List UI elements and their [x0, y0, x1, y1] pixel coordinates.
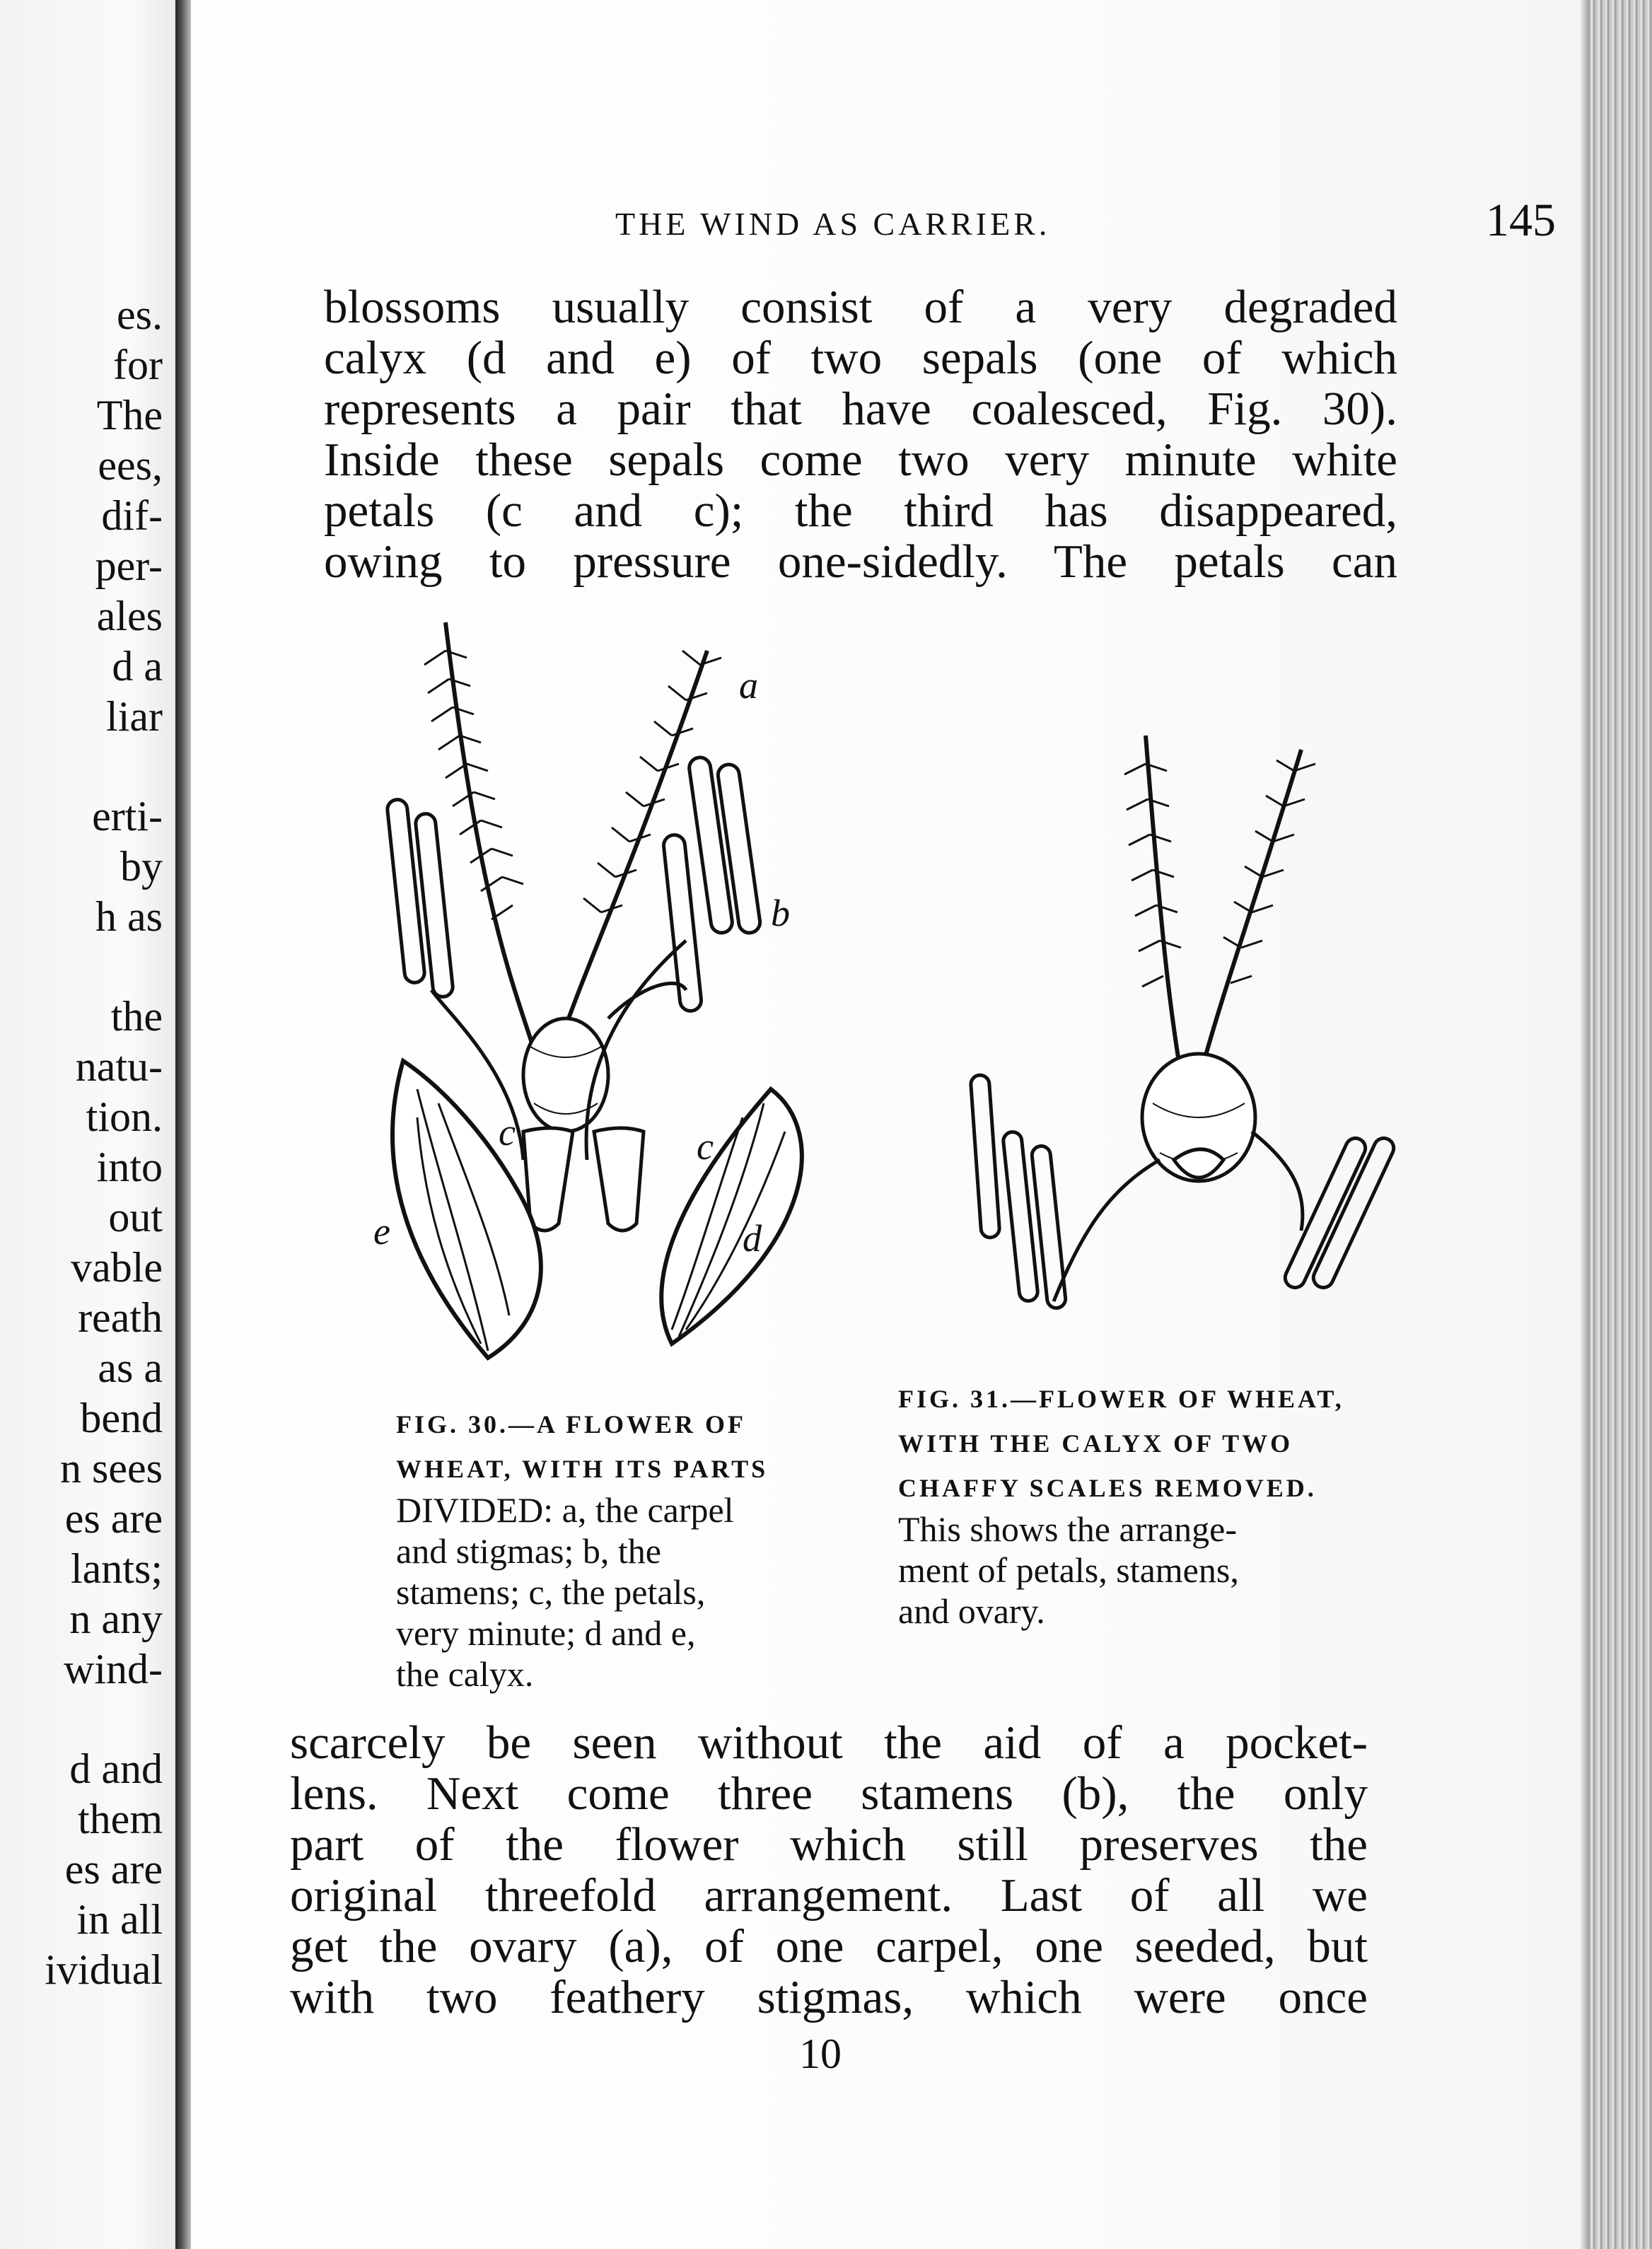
left-page-line: by	[120, 843, 163, 890]
body-paragraph-bottom	[290, 1717, 1368, 2023]
left-page-line: liar	[106, 693, 163, 740]
caption-line: the calyx.	[396, 1654, 534, 1694]
running-head	[615, 194, 1563, 269]
caption-line: WHEAT, WITH ITS PARTS	[396, 1455, 769, 1483]
left-page-line: es are	[64, 1846, 163, 1893]
figure-31-wheat-flower-without-calyx	[969, 736, 1450, 1344]
text-line: original threefold arrangement. Last of all we	[290, 1869, 1368, 1922]
left-page-line: out	[108, 1194, 163, 1240]
page-edge-shadow	[1580, 0, 1590, 2249]
left-page-line: natu-	[75, 1043, 163, 1090]
left-page-line: in all	[76, 1896, 163, 1943]
page-edges	[1590, 0, 1652, 2249]
left-page-line: tion.	[86, 1093, 163, 1140]
wheat-flower-illustration	[969, 736, 1450, 1344]
figure-31-caption	[898, 1375, 1379, 1632]
text-line: with two feathery stigmas, which were once	[290, 1971, 1368, 2023]
label-e: e	[373, 1210, 390, 1253]
label-c-right: c	[697, 1125, 714, 1168]
left-page-line: the	[110, 993, 163, 1040]
left-page-line: them	[78, 1796, 163, 1842]
left-page-line: d and	[69, 1745, 163, 1792]
text-line: blossoms usually consist of a very degraded	[324, 281, 1397, 333]
label-b: b	[771, 892, 790, 934]
label-d: d	[743, 1217, 762, 1260]
caption-line: DIVIDED: a, the carpel	[396, 1490, 734, 1530]
caption-line: CHAFFY SCALES REMOVED.	[898, 1474, 1317, 1502]
left-page-line: lants;	[71, 1545, 163, 1592]
caption-line: very minute; d and e,	[396, 1613, 696, 1653]
left-page-text	[0, 290, 163, 1995]
left-page-line: es.	[117, 291, 163, 338]
left-page-line: n any	[69, 1596, 163, 1642]
wheat-flower-parts-illustration	[375, 622, 1054, 1372]
left-page-line	[0, 1695, 163, 1744]
left-page-line: bend	[80, 1395, 163, 1441]
caption-line: and ovary.	[898, 1591, 1045, 1631]
left-page-line: erti-	[92, 793, 163, 839]
text-line: calyx (d and e) of two sepals (one of which	[324, 332, 1397, 384]
left-page	[0, 0, 182, 2249]
left-page-line: The	[96, 392, 163, 438]
caption-line: and stigmas; b, the	[396, 1531, 661, 1571]
caption-line: FIG. 30.—A FLOWER OF	[396, 1410, 747, 1439]
caption-line: ment of petals, stamens,	[898, 1550, 1239, 1590]
text-line: owing to pressure one-sidedly. The petals can	[324, 535, 1397, 588]
caption-line: This shows the arrange-	[898, 1509, 1238, 1549]
left-page-line: per-	[95, 542, 163, 589]
left-page-line	[0, 742, 163, 791]
left-page-line: n sees	[60, 1445, 163, 1492]
left-page-line: ividual	[45, 1946, 163, 1993]
signature-mark: 10	[799, 2030, 842, 2077]
figure-30-wheat-flower-parts	[375, 622, 1054, 1372]
text-line: lens. Next come three stamens (b), the only	[290, 1767, 1368, 1820]
left-page-line: es are	[64, 1495, 163, 1542]
left-page-line: for	[113, 342, 163, 388]
label-c-left: c	[499, 1111, 516, 1153]
left-page-line: ales	[96, 593, 163, 639]
caption-line: stamens; c, the petals,	[396, 1572, 706, 1612]
page-number: 145	[1486, 194, 1556, 246]
running-title: THE WIND AS CARRIER.	[615, 206, 1051, 242]
text-line: get the ovary (a), of one carpel, one seeded, but	[290, 1920, 1368, 1972]
book-gutter	[175, 0, 191, 2249]
body-paragraph-top	[324, 281, 1397, 587]
right-page	[191, 0, 1580, 2249]
left-page-line: ees,	[98, 442, 163, 489]
left-page-line: dif-	[101, 492, 163, 539]
left-page-line: d a	[112, 643, 163, 690]
caption-line: FIG. 31.—FLOWER OF WHEAT,	[898, 1385, 1344, 1413]
text-line: scarcely be seen without the aid of a pocket-	[290, 1716, 1368, 1769]
left-page-line	[0, 942, 163, 992]
text-line: part of the flower which still preserves the	[290, 1818, 1368, 1871]
left-page-line: into	[96, 1144, 163, 1190]
left-page-line: vable	[71, 1244, 163, 1291]
text-line: represents a pair that have coalesced, Fig. 30).	[324, 383, 1397, 435]
left-page-line: h as	[95, 893, 163, 940]
left-page-line: wind-	[64, 1646, 163, 1692]
text-line: petals (c and c); the third has disappeared,	[324, 484, 1397, 537]
left-page-line: reath	[78, 1294, 163, 1341]
label-a: a	[739, 664, 758, 707]
text-line: Inside these sepals come two very minute white	[324, 434, 1397, 486]
caption-line: WITH THE CALYX OF TWO	[898, 1429, 1293, 1458]
left-page-line: as a	[98, 1344, 163, 1391]
